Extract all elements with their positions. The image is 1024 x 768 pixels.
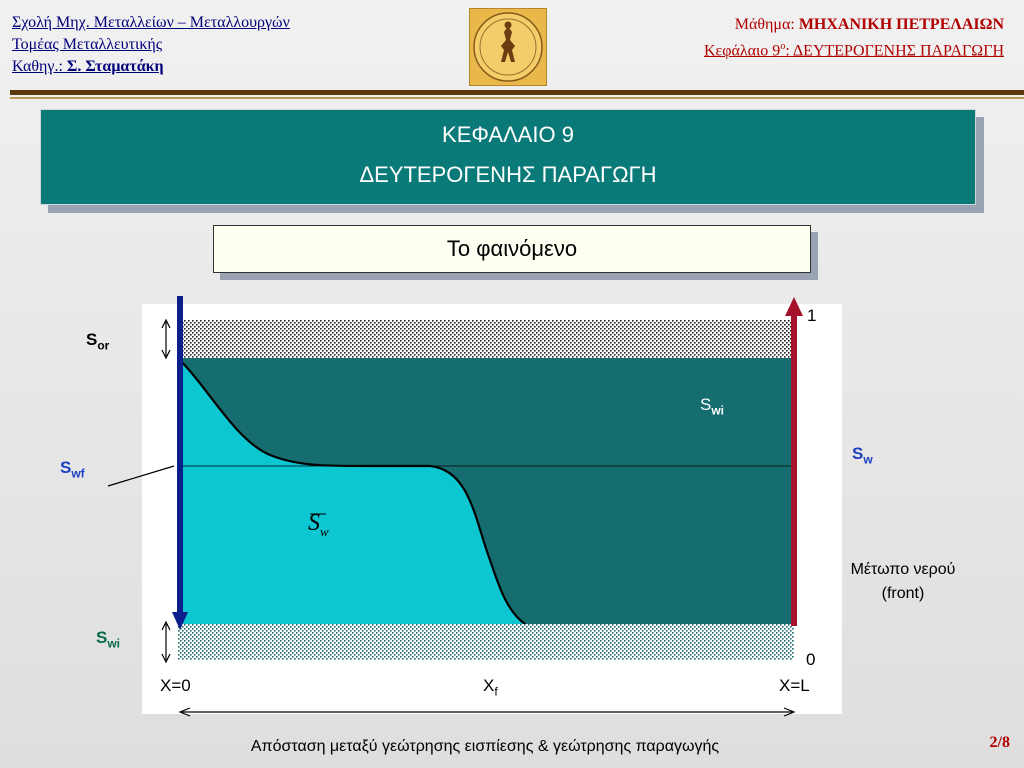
water-front-line1: Μέτωπο νερού [850,561,956,578]
label-x0: X=0 [160,676,191,695]
label-xf: $X_f$ [483,676,498,699]
label-sw-average: $S_w$ [308,510,329,539]
section-subtitle: Το φαινόμενο [213,225,811,273]
chapter-prefix: Κεφάλαιο 9 [703,42,781,60]
distance-caption: Απόσταση μεταξύ γεώτρησης εισπίεσης & γεώτρησης παραγωγής [250,738,720,755]
residual-oil-band [178,320,794,358]
department-name: Τομέας Μεταλλευτικής [12,36,163,53]
professor-prefix: Καθηγ.: [12,58,63,75]
chapter-sup: ο [780,41,786,52]
chapter-title-line1: ΚΕΦΑΛΑΙΟ 9 [442,122,574,147]
label-xl: X=L [779,676,810,695]
professor-name: Σ. Σταματάκη [66,58,164,75]
course-name: ΜΗΧΑΝΙΚΗ ΠΕΤΡΕΛΑΙΩΝ [798,16,1004,33]
page-number: 2/8 [989,734,1010,751]
axis-top-value: 1 [807,306,817,325]
label-swi-inner: $S_{wi}$ [700,395,725,418]
label-sor: $S_{or}$ [86,330,110,353]
label-swf: $S_{wf}$ [60,458,85,481]
chapter-rest: : ΔΕΥΤΕΡΟΓΕΝΗΣ ΠΑΡΑΓΩΓΗ [785,42,1004,60]
connate-water-band [178,624,794,660]
chapter-title-line2: ΔΕΥΤΕΡΟΓΕΝΗΣ ΠΑΡΑΓΩΓΗ [359,162,657,187]
axis-bottom-value: 0 [806,650,816,669]
water-front-line2: (front) [881,585,925,602]
label-swi-left: $S_{wi}$ [96,628,121,651]
school-name: Σχολή Μηχ. Μεταλλείων – Μεταλλουργών [12,14,290,31]
water-front-label [818,558,988,606]
label-sw: $S_w$ [852,444,873,467]
course-prefix: Μάθημα: [734,16,795,33]
